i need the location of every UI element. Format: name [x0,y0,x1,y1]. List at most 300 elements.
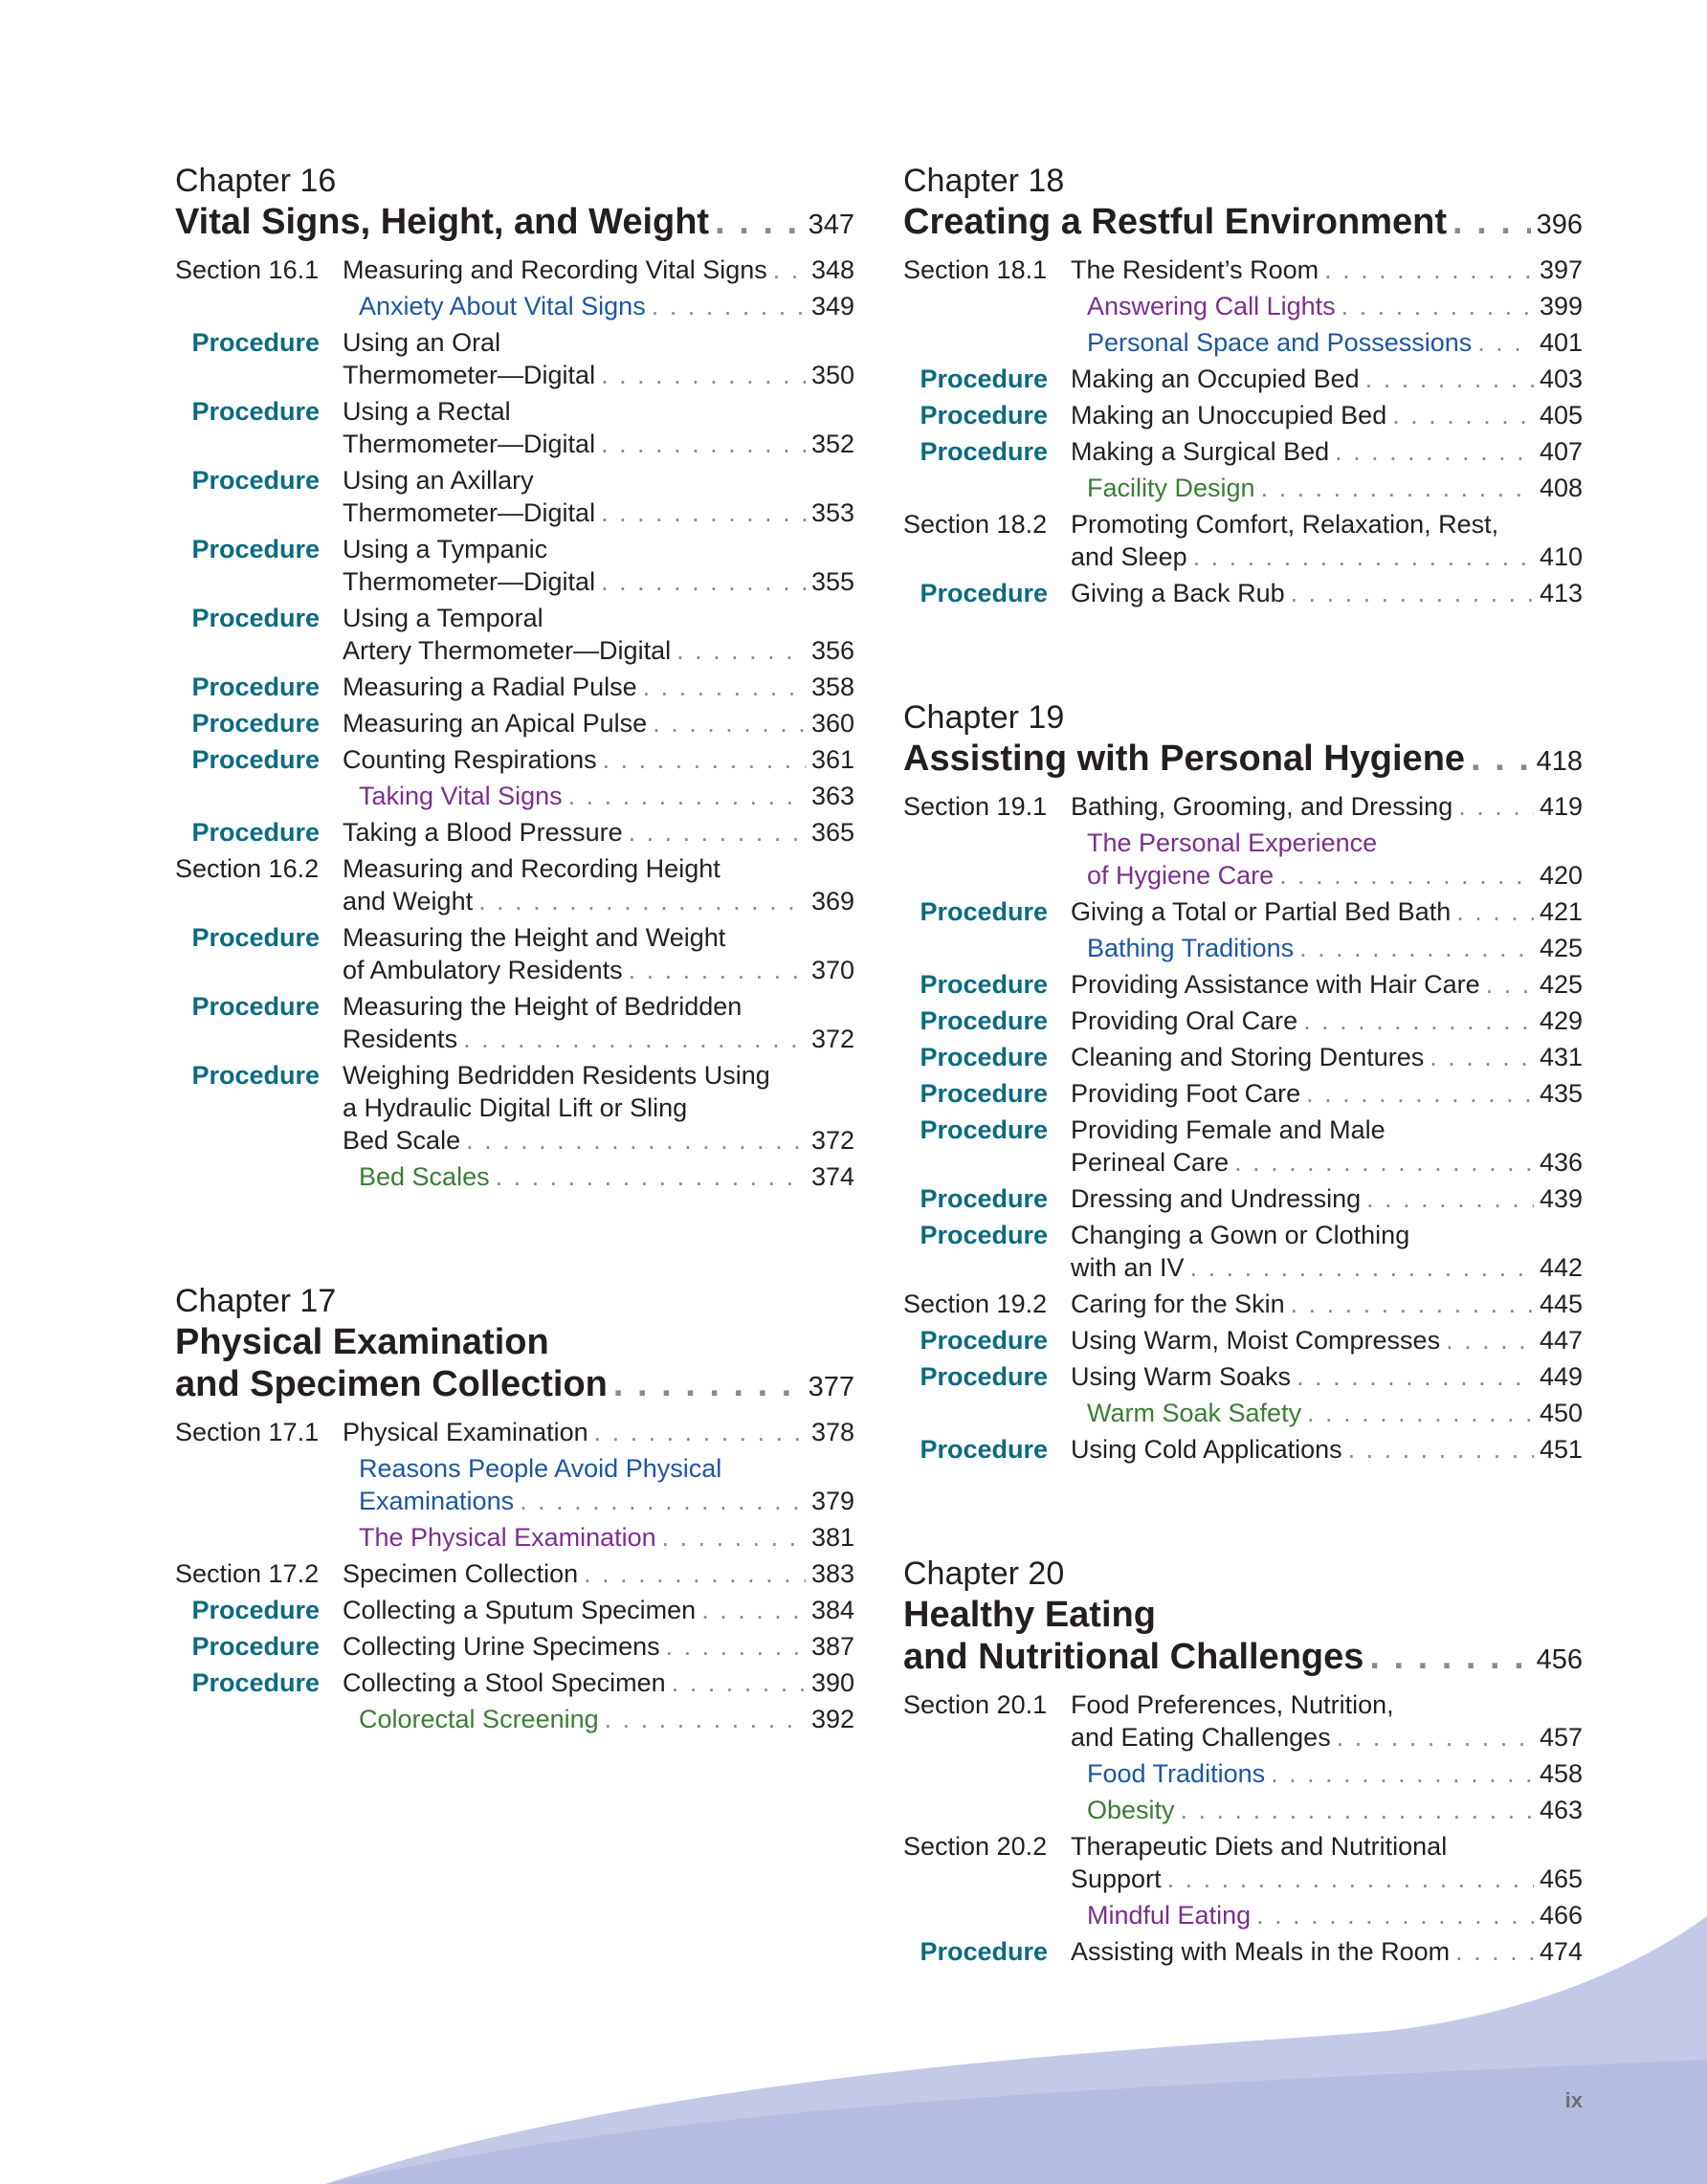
entry-text: Obesity [1087,1796,1175,1824]
procedure-entry[interactable] [903,895,1583,928]
entry-line [1071,577,1583,609]
entry-line [343,533,854,565]
entry-line [1071,1324,1583,1357]
entry-page-number: 397 [1539,255,1583,284]
leader-dots [601,496,806,529]
entry-text: Using an Oral [343,328,501,357]
entry-line [1071,1219,1583,1251]
entry-line [1071,1688,1583,1721]
procedure-entry[interactable] [175,1594,854,1626]
entry-title [343,743,854,776]
procedure-entry[interactable] [175,671,854,703]
procedure-label: Procedure [920,897,1048,926]
leader-dots [1190,1251,1534,1284]
entry-line [1071,1935,1583,1968]
procedure-label: Procedure [191,466,320,495]
leader-dots [676,634,806,667]
entry-page-number: 451 [1539,1435,1583,1464]
procedure-entry[interactable] [903,577,1583,609]
procedure-entry[interactable] [175,395,854,460]
entry-text: Facility Design [1087,474,1255,502]
entry-title [343,1416,854,1448]
chapter-block [903,697,1583,1466]
entry-page-number: 372 [810,1126,854,1155]
section-entry[interactable] [903,1688,1583,1754]
procedure-label: Procedure [920,1079,1048,1108]
leader-dots [666,1630,806,1663]
entry-line [343,395,854,428]
entry-line [343,634,854,667]
entry-text: Bathing Traditions [1087,934,1295,962]
chapter-page-number: 456 [1536,1644,1583,1675]
entry-title [1071,1830,1583,1895]
entry-page-number: 474 [1539,1937,1583,1966]
procedure-entry[interactable] [903,1360,1583,1393]
entry-page-number: 355 [810,567,854,596]
entry-line [343,1416,854,1448]
entry-page-number: 384 [810,1596,854,1624]
entry-title [1071,435,1583,468]
entry-text: a Hydraulic Digital Lift or Sling [343,1093,688,1122]
entry-line [343,885,854,917]
entry-text: Changing a Gown or Clothing [1071,1221,1410,1249]
entry-page-number: 381 [810,1523,854,1552]
entry-title [343,1059,854,1157]
entry-page-number: 405 [1539,401,1583,430]
chapter-title [175,1321,854,1363]
entry-line [343,707,854,739]
entry-title [343,533,854,598]
entry-line [1071,1004,1583,1037]
entry-title [1071,968,1583,1001]
entry-text: and Sleep [1071,542,1187,571]
entry-title [343,326,854,391]
entry-page-number: 431 [1539,1043,1583,1071]
section-entry[interactable] [175,1557,854,1590]
entry-text: Promoting Comfort, Relaxation, Rest, [1071,510,1499,539]
entry-text: and Weight [343,887,474,916]
label-spacer [175,780,343,812]
entry-text: Collecting a Sputum Specimen [343,1596,697,1624]
entry-line [359,1160,854,1193]
section-label: Section 16.1 [175,255,320,284]
entry-text: Answering Call Lights [1087,292,1336,320]
entry-title [343,1521,854,1554]
leader-dots [1261,472,1534,504]
entry-line [1087,859,1583,892]
entry-title [1071,290,1583,322]
entry-title [1071,790,1583,823]
procedure-label: Procedure [920,1115,1048,1144]
entry-title [1071,508,1583,573]
section-label: Section 20.1 [903,1690,1048,1719]
label-spacer [903,326,1071,359]
procedure-entry[interactable] [903,399,1583,431]
leader-dots [463,1023,806,1055]
chapter-page-number: 377 [808,1372,854,1402]
entry-page-number: 360 [810,709,854,738]
chapter-number: Chapter 19 [903,699,1065,736]
section-entry[interactable] [175,1416,854,1448]
feature-entry[interactable] [903,1794,1583,1826]
section-label: Section 16.2 [175,854,320,883]
entry-text: Collecting a Stool Specimen [343,1668,666,1697]
leader-dots [1291,577,1534,609]
feature-entry[interactable] [903,827,1583,892]
feature-entry[interactable] [903,1397,1583,1429]
procedure-entry[interactable] [175,1666,854,1699]
leader-dots [1181,1794,1534,1826]
entry-title [343,1160,854,1193]
entry-page-number: 349 [810,292,854,320]
entry-title [343,1630,854,1663]
entry-text: Weighing Bedridden Residents Using [343,1061,770,1090]
procedure-entry[interactable] [903,1041,1583,1073]
entry-line [1071,1288,1583,1320]
procedure-label: Procedure [191,818,320,847]
entry-text: Reasons People Avoid Physical [359,1454,722,1483]
procedure-label: Procedure [191,745,320,774]
leader-dots [629,816,806,849]
entry-line [343,1059,854,1092]
procedure-entry[interactable] [903,1114,1583,1179]
entry-line [1087,932,1583,964]
entry-line [343,1092,854,1124]
procedure-entry[interactable] [175,1630,854,1663]
leader-dots [466,1124,806,1157]
entry-line [343,1023,854,1055]
entry-page-number: 348 [810,255,854,284]
procedure-label: Procedure [191,397,320,426]
label-spacer [903,1397,1071,1429]
entry-line [343,743,854,776]
entry-text: Perineal Care [1071,1148,1230,1177]
leader-dots [1291,1288,1534,1320]
procedure-label: Procedure [920,1006,1048,1035]
entry-text: Bathing, Grooming, and Dressing [1071,792,1453,821]
section-entry[interactable] [903,1288,1583,1320]
entry-line [1071,1182,1583,1215]
feature-entry[interactable] [175,1452,854,1517]
entry-page-number: 445 [1539,1290,1583,1318]
entry-page-number: 463 [1539,1796,1583,1824]
chapter-entries [903,254,1583,609]
label-spacer [175,1521,343,1554]
toc-left-column [175,161,854,1823]
entry-text: Assisting with Meals in the Room [1071,1937,1451,1966]
procedure-entry[interactable] [903,1935,1583,1968]
entry-line [343,428,854,460]
procedure-entry[interactable] [903,1182,1583,1215]
feature-entry[interactable] [175,1160,854,1193]
entry-text: Residents [343,1025,458,1053]
entry-text: Anxiety About Vital Signs [359,292,646,320]
entry-line [1071,254,1583,286]
leader-dots [662,1521,806,1554]
entry-title [1071,254,1583,286]
leader-dots [1455,1935,1534,1968]
procedure-entry[interactable] [175,707,854,739]
feature-entry[interactable] [903,1757,1583,1790]
label-spacer [903,1757,1071,1790]
procedure-entry[interactable] [175,602,854,667]
feature-entry[interactable] [175,1521,854,1554]
entry-title [343,464,854,529]
chapter-title [903,1594,1583,1636]
entry-page-number: 421 [1539,897,1583,926]
feature-entry[interactable] [903,290,1583,322]
section-label: Section 19.1 [903,792,1048,821]
procedure-entry[interactable] [175,816,854,849]
entry-text: Taking a Blood Pressure [343,818,623,847]
leader-dots [672,1666,806,1699]
entry-text: Using a Rectal [343,397,511,426]
procedure-label: Procedure [920,1937,1048,1966]
label-spacer [903,472,1071,504]
entry-page-number: 374 [810,1162,854,1191]
entry-text: Food Traditions [1087,1759,1266,1788]
entry-text: Artery Thermometer—Digital [343,636,672,665]
feature-entry[interactable] [903,326,1583,359]
feature-entry[interactable] [175,1703,854,1735]
entry-title [1071,1360,1583,1393]
feature-entry[interactable] [175,780,854,812]
entry-text: and Eating Challenges [1071,1723,1331,1752]
procedure-entry[interactable] [903,435,1583,468]
feature-entry[interactable] [903,1899,1583,1931]
leader-dots [1477,326,1534,359]
chapter-entries [175,1416,854,1735]
leader-dots [1324,254,1534,286]
procedure-entry[interactable] [903,1324,1583,1357]
entry-line [1087,326,1583,359]
procedure-label: Procedure [191,1668,320,1697]
entry-text: Measuring an Apical Pulse [343,709,648,738]
entry-page-number: 442 [1539,1253,1583,1282]
entry-line [1087,290,1583,322]
feature-entry[interactable] [903,472,1583,504]
leader-dots [601,359,806,391]
entry-page-number: 466 [1539,1901,1583,1930]
entry-line [1087,827,1583,859]
entry-text: Food Preferences, Nutrition, [1071,1690,1394,1719]
entry-text: with an IV [1071,1253,1185,1282]
entry-title [1071,1757,1583,1790]
leader-dots [584,1557,806,1590]
entry-text: Taking Vital Signs [359,782,563,810]
entry-page-number: 425 [1539,970,1583,999]
entry-page-number: 413 [1539,579,1583,607]
entry-page-number: 449 [1539,1362,1583,1391]
chapter-number: Chapter 18 [903,163,1065,199]
leader-dots [1456,895,1534,928]
entry-text: Making an Unoccupied Bed [1071,401,1387,430]
procedure-label: Procedure [920,1184,1048,1213]
leader-dots [1452,201,1531,243]
chapter-title[interactable] [903,738,1583,783]
entry-text: of Hygiene Care [1087,861,1275,890]
procedure-label: Procedure [920,437,1048,466]
entry-page-number: 401 [1539,328,1583,357]
entry-title [1071,363,1583,395]
entry-page-number: 369 [810,887,854,916]
procedure-label: Procedure [191,709,320,738]
chapter-title[interactable] [903,1636,1583,1681]
entry-text: Caring for the Skin [1071,1290,1285,1318]
entry-title [1071,1688,1583,1754]
entry-title [343,990,854,1055]
section-label: Section 18.2 [903,510,1048,539]
entry-text: Specimen Collection [343,1559,579,1588]
chapter-number: Chapter 20 [903,1555,1065,1592]
procedure-entry[interactable] [175,533,854,598]
entry-text: Thermometer—Digital [343,430,596,458]
section-label: Section 17.2 [175,1559,320,1588]
entry-line [1087,1899,1583,1931]
label-spacer [903,290,1071,322]
chapter-block [175,161,854,1193]
entry-line [343,1594,854,1626]
section-entry[interactable] [903,790,1583,823]
entry-page-number: 419 [1539,792,1583,821]
entry-title [1071,1324,1583,1357]
section-entry[interactable] [903,508,1583,573]
leader-dots [568,780,806,812]
label-spacer [175,290,343,322]
entry-line [1071,1433,1583,1466]
entry-title [1071,1219,1583,1284]
entry-text: Making a Surgical Bed [1071,437,1330,466]
entry-line [1071,968,1583,1001]
entry-text: The Resident’s Room [1071,255,1319,284]
chapter-title[interactable] [175,1363,854,1408]
entry-title [343,395,854,460]
procedure-label: Procedure [920,1043,1048,1071]
entry-text: Using a Temporal [343,604,543,632]
entry-title [1071,1182,1583,1215]
entry-title [343,254,854,286]
chapter-block [175,1281,854,1735]
procedure-entry[interactable] [903,1004,1583,1037]
leader-dots [520,1485,806,1517]
entry-title [1071,1077,1583,1110]
section-entry[interactable] [903,254,1583,286]
procedure-entry[interactable] [175,743,854,776]
entry-page-number: 387 [810,1632,854,1661]
section-entry[interactable] [175,852,854,917]
entry-line [1071,363,1583,395]
entry-title [1071,1899,1583,1931]
procedure-entry[interactable] [903,1219,1583,1284]
leader-dots [1167,1863,1534,1895]
procedure-label: Procedure [191,1632,320,1661]
entry-page-number: 372 [810,1025,854,1053]
entry-page-number: 465 [1539,1864,1583,1893]
entry-line [343,254,854,286]
entry-title [1071,827,1583,892]
leader-dots [1306,1077,1534,1110]
entry-line [1071,895,1583,928]
procedure-entry[interactable] [175,1059,854,1157]
entry-text: Measuring the Height of Bedridden [343,992,743,1021]
procedure-entry[interactable] [175,464,854,529]
chapter-title[interactable] [903,201,1583,246]
entry-line [359,1485,854,1517]
page-number: ix [1564,2088,1583,2112]
feature-entry[interactable] [903,932,1583,964]
entry-text: Providing Oral Care [1071,1006,1298,1035]
entry-line [343,496,854,529]
procedure-label: Procedure [191,604,320,632]
section-entry[interactable] [903,1830,1583,1895]
entry-line [1071,1721,1583,1754]
entry-page-number: 458 [1539,1759,1583,1788]
entry-page-number: 352 [810,430,854,458]
entry-title [343,921,854,986]
procedure-entry[interactable] [903,1077,1583,1110]
chapter-page-number: 347 [808,210,854,240]
procedure-entry[interactable] [175,921,854,986]
chapter-entries [903,1688,1583,1968]
entry-text: Measuring and Recording Height [343,854,720,883]
leader-dots [1348,1433,1534,1466]
chapter-number: Chapter 16 [175,163,337,199]
procedure-label: Procedure [920,1221,1048,1249]
entry-text: Making an Occupied Bed [1071,364,1360,393]
procedure-entry[interactable] [903,363,1583,395]
procedure-label: Procedure [920,401,1048,430]
chapter-title-text: Assisting with Personal Hygiene [903,739,1466,779]
entry-text: Physical Examination [343,1418,588,1446]
entry-line [1071,399,1583,431]
chapter-title-text: Creating a Restful Environment [903,202,1447,242]
entry-title [1071,1114,1583,1179]
entry-text: Giving a Back Rub [1071,579,1285,607]
entry-text: Using Warm Soaks [1071,1362,1292,1391]
leader-dots [603,743,806,776]
entry-title [343,290,854,322]
entry-line [359,290,854,322]
entry-title [1071,932,1583,964]
entry-title [343,602,854,667]
chapter-title[interactable] [175,201,854,246]
entry-title [343,671,854,703]
entry-page-number: 370 [810,956,854,984]
leader-dots [1446,1324,1534,1357]
feature-entry[interactable] [175,290,854,322]
entry-line [1087,1757,1583,1790]
label-spacer [903,932,1071,964]
procedure-entry[interactable] [175,326,854,391]
entry-page-number: 410 [1539,542,1583,571]
entry-title [343,1594,854,1626]
entry-line [343,1124,854,1157]
entry-text: Mindful Eating [1087,1901,1252,1930]
leader-dots [1458,790,1534,823]
entry-title [1071,472,1583,504]
entry-page-number: 425 [1539,934,1583,962]
entry-page-number: 356 [810,636,854,665]
section-entry[interactable] [175,254,854,286]
procedure-entry[interactable] [903,1433,1583,1466]
procedure-entry[interactable] [903,968,1583,1001]
entry-line [1071,790,1583,823]
entry-text: Providing Foot Care [1071,1079,1301,1108]
procedure-entry[interactable] [175,990,854,1055]
entry-text: Providing Female and Male [1071,1115,1386,1144]
entry-page-number: 383 [810,1559,854,1588]
entry-text: Collecting Urine Specimens [343,1632,660,1661]
